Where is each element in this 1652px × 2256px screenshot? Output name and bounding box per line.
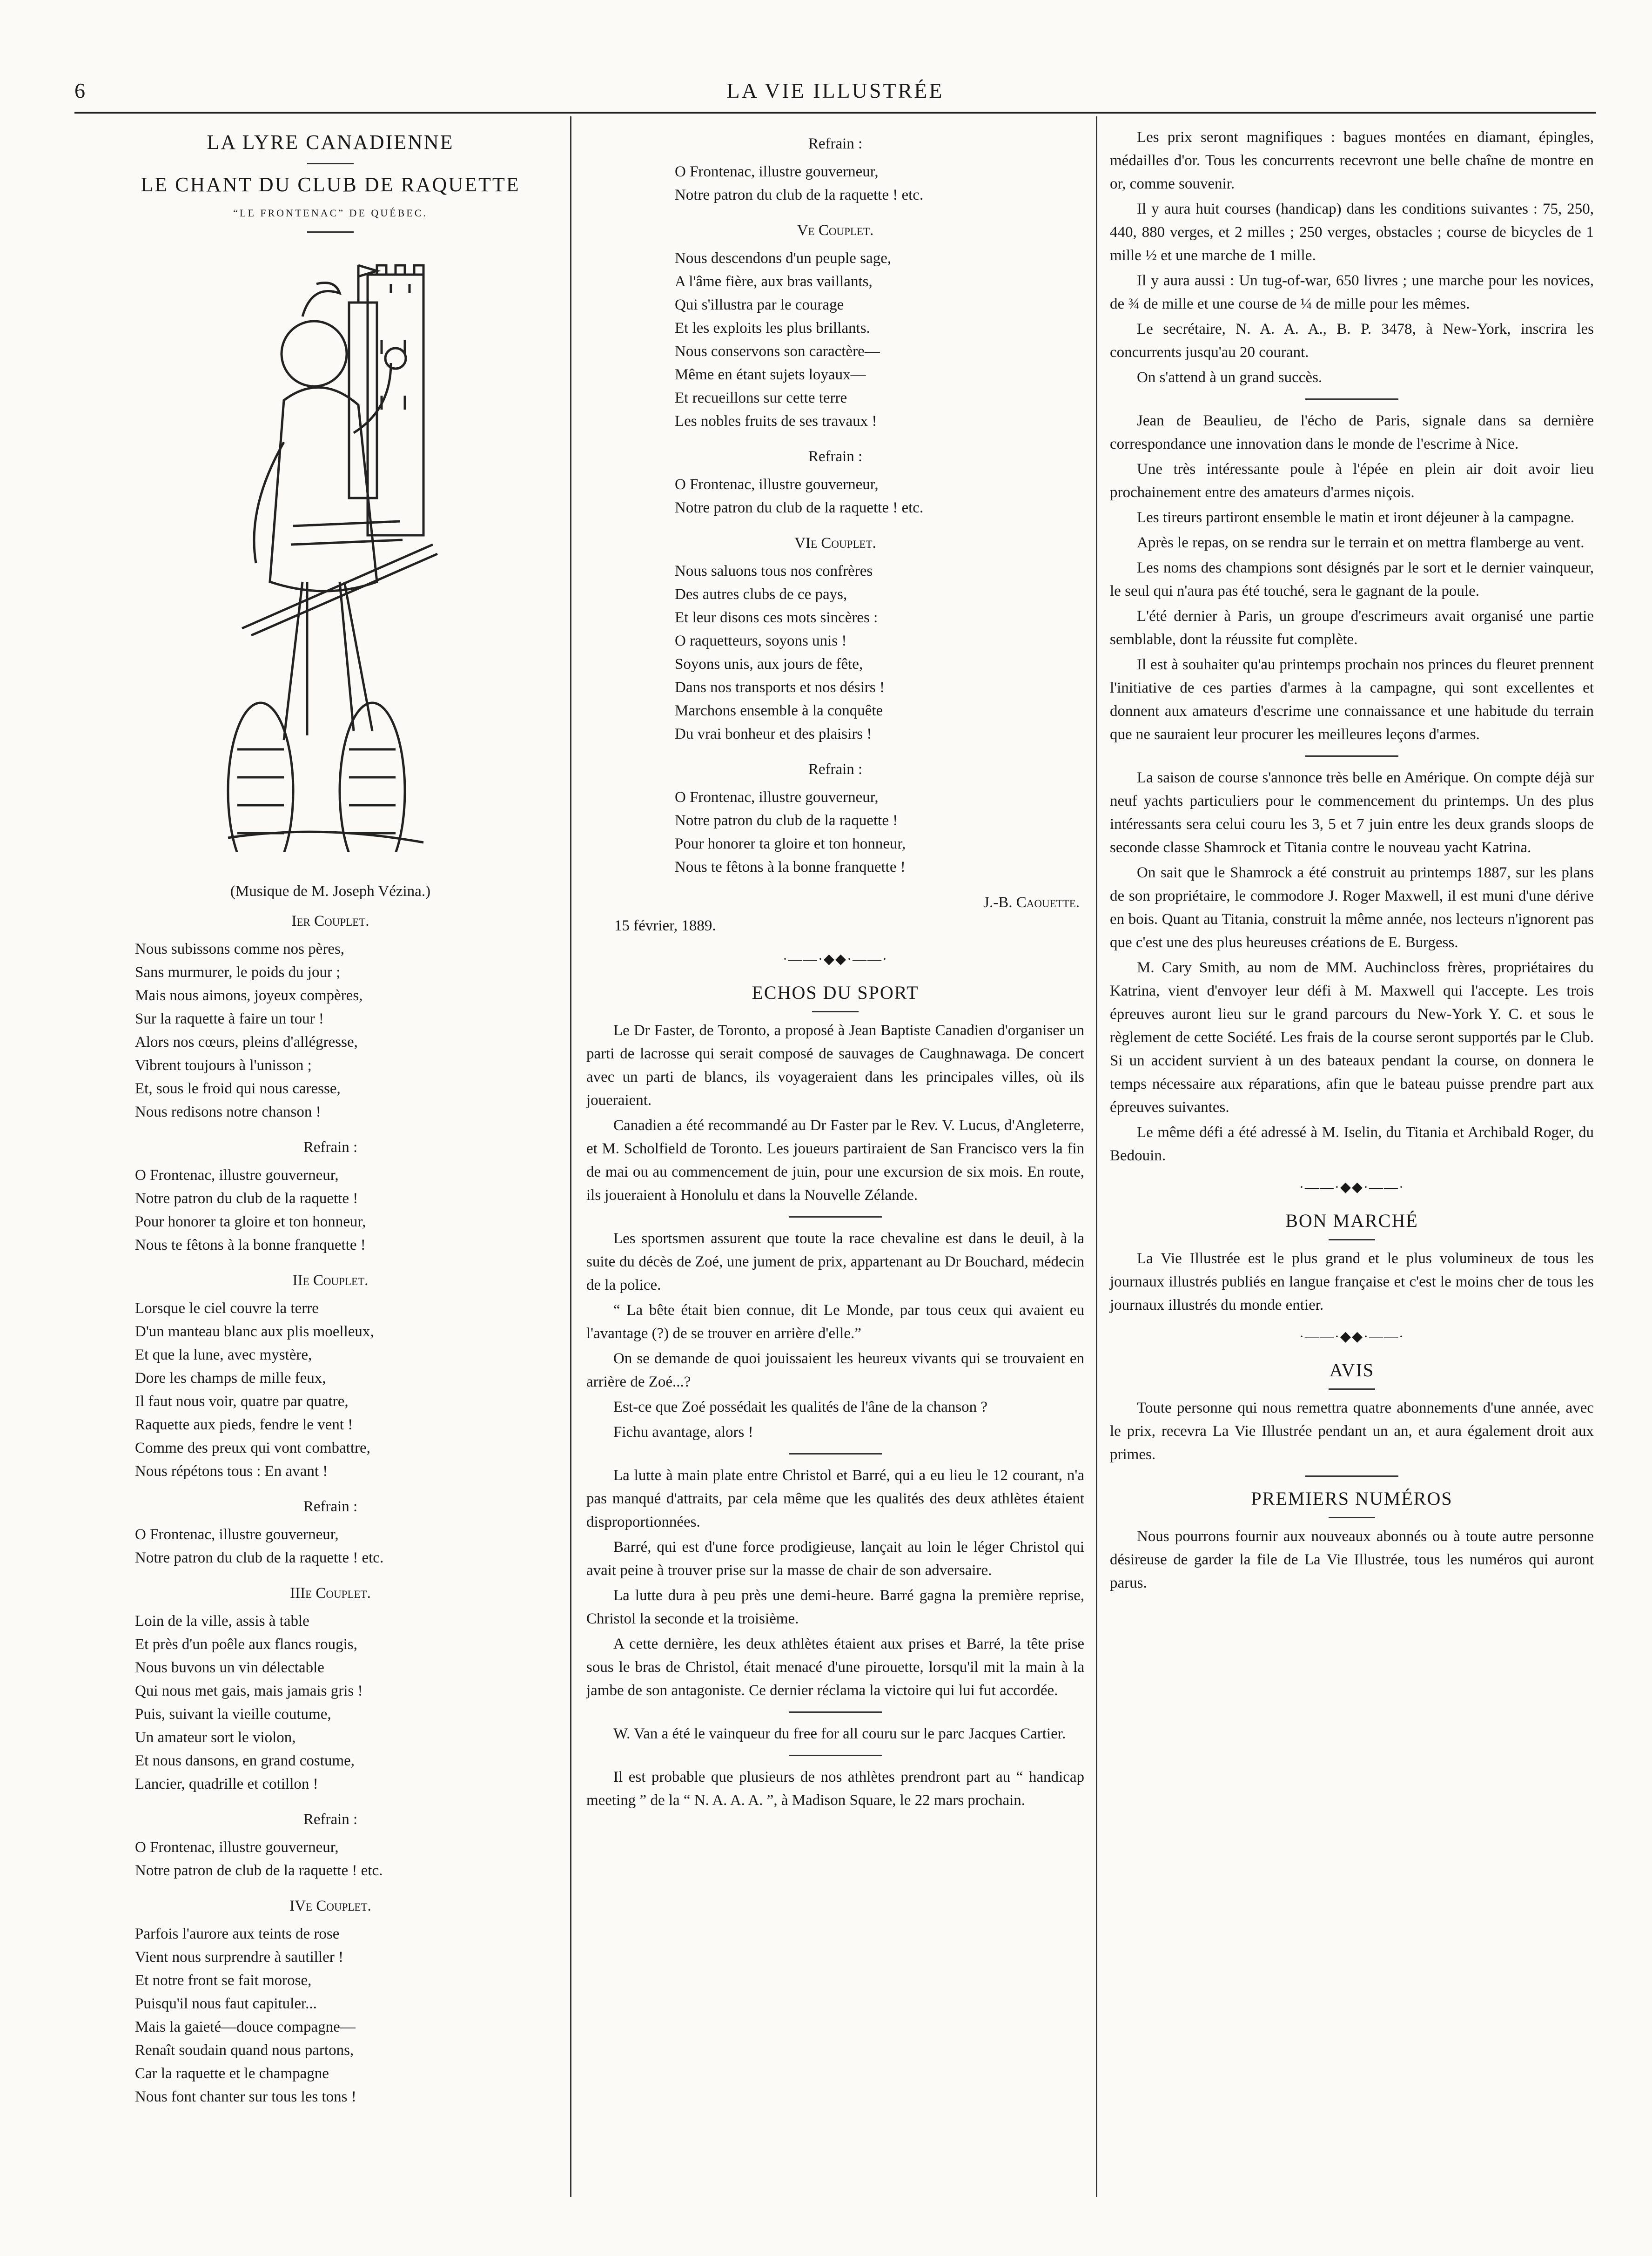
verse-line: Du vrai bonheur et des plaisirs ! (675, 726, 872, 742)
verse-line: Notre patron du club de la raquette ! etc. (675, 499, 924, 516)
bon-marche-rule (1329, 1239, 1375, 1240)
title-rule (307, 163, 354, 164)
page-number: 6 (74, 79, 85, 102)
refrain-1-label: Refrain : (303, 1139, 358, 1156)
verse-line: Nous conservons son caractère— (675, 343, 880, 360)
verse-line: Nous te fêtons à la bonne franquette ! (675, 859, 906, 875)
echos-title: ECHOS DU SPORT (752, 982, 919, 1003)
article-paragraph: Les prix seront magnifiques : bagues montées en diamant, épingles, médailles d'or. Tous les concurrents recevront une belle chaîne de montre en or, comme souvenir. (1110, 129, 1594, 192)
paragraph-rule (789, 1216, 882, 1218)
article-paragraph: Il est probable que plusieurs de nos athlètes prendront part au “ handicap meeting ” de la “ N. A. A. A. ”, à Madison Square, le 22 mars prochain. (586, 1769, 1084, 1809)
article-paragraph: Canadien a été recommandé au Dr Faster par le Rev. V. Lucus, d'Angleterre, et M. Scholfield de Toronto. Les joueurs partiraient de San Francisco vers la fin de mai ou au commencement de juin, pour une excursion de six mois. En route, ils joueraient à Honolulu et dans la Nouvelle Zélande. (586, 1117, 1084, 1204)
section-title-lyre: LA LYRE CANADIENNE (207, 131, 454, 154)
refrain-5-label: Refrain : (808, 448, 863, 465)
article-paragraph: L'été dernier à Paris, un groupe d'escrimeurs avait organisé une partie semblable, dont la réussite fut complète. (1110, 608, 1594, 648)
ornament-divider (1110, 1176, 1594, 1199)
article-paragraph: On sait que le Shamrock a été construit au printemps 1887, sur les plans de son propriétaire, le commodore J. Roger Maxwell, il est muni d'une dérive en bois. Quant au Titania, construit la même année, nos lecteurs n'ignorent pas que c'est une des plus heureuses créations de E. Burgess. (1110, 864, 1594, 951)
avis-title: AVIS (1329, 1360, 1375, 1381)
column-1 (107, 126, 554, 2121)
verse-line: Vient nous surprendre à sautiller ! (135, 1949, 343, 1966)
article-paragraph: Il y aura huit courses (handicap) dans les conditions suivantes : 75, 250, 440, 880 verges, et 2 milles ; 250 verges, obstacles ; course de bicycles de 1 mille ½ et une marche de 1 mille. (1110, 201, 1594, 264)
verse-line: A l'âme fière, aux bras vaillants, (675, 273, 873, 290)
article-paragraph: Les noms des champions sont désignés par le sort et le dernier vainqueur, le seul qui n'aura pas été touché, sera le gagnant de la poule. (1110, 559, 1594, 599)
refrain-4-lines (675, 160, 1084, 207)
verse-line: Nous redisons notre chanson ! (135, 1104, 321, 1120)
column-divider-1 (570, 116, 571, 2197)
column-3 (1110, 126, 1594, 1596)
verse-line: Notre patron de club de la raquette ! etc. (135, 1862, 383, 1879)
verse-line: Des autres clubs de ce pays, (675, 586, 847, 603)
bon-marche-text: La Vie Illustrée est le plus grand et le plus volumineux de tous les journaux illustrés publiés en langue française et c'est le moins cher de tous les journaux illustrés du monde entier. (1110, 1250, 1594, 1313)
verse-line: Notre patron du club de la raquette ! etc. (135, 1549, 384, 1566)
verse-line: O Frontenac, illustre gouverneur, (135, 1839, 339, 1856)
avis-text: Toute personne qui nous remettra quatre abonnements d'une année, avec le prix, recevra La Vie Illustrée pendant un an, et aura également droit aux primes. (1110, 1400, 1594, 1463)
verse-line: Un amateur sort le violon, (135, 1729, 296, 1746)
verse-line: Parfois l'aurore aux teints de rose (135, 1926, 340, 1942)
article-paragraph: W. Van a été le vainqueur du free for all couru sur le parc Jacques Cartier. (613, 1725, 1066, 1742)
verse-line: Nous répétons tous : En avant ! (135, 1463, 328, 1480)
verse-line: Puis, suivant la vieille coutume, (135, 1706, 331, 1723)
article-paragraph: Il est à souhaiter qu'au printemps prochain nos princes du fleuret prennent l'initiative de ces parties d'armes à la campagne, qui sont excellentes et donnent aux amateurs d'escrime une connaissance et une habitude du terrain que ne sauraient leur procurer les meilleures leçons d'armes. (1110, 656, 1594, 743)
refrain-1-lines (135, 1164, 554, 1257)
verse-line: Alors nos cœurs, pleins d'allégresse, (135, 1034, 358, 1051)
article-paragraph: Le secrétaire, N. A. A. A., B. P. 3478, à New-York, inscrira les concurrents jusqu'au 20 courant. (1110, 321, 1594, 361)
verse-line: Notre patron du club de la raquette ! (135, 1190, 358, 1207)
article-paragraph: Une très intéressante poule à l'épée en plein air doit avoir lieu prochainement entre des amateurs d'armes niçois. (1110, 461, 1594, 501)
verse-line: Qui s'illustra par le courage (675, 296, 844, 313)
paragraph-rule (1305, 398, 1398, 400)
verse-line: Les nobles fruits de ses travaux ! (675, 413, 877, 430)
verse-line: Qui nous met gais, mais jamais gris ! (135, 1683, 363, 1699)
verse-line: Comme des preux qui vont combattre, (135, 1440, 370, 1456)
article-paragraph: Est-ce que Zoé possédait les qualités de l'âne de la chanson ? (613, 1399, 988, 1415)
verse-line: Loin de la ville, assis à table (135, 1613, 309, 1630)
verse-line: Mais la gaieté—douce compagne— (135, 2019, 356, 2035)
verse-line: Et que la lune, avec mystère, (135, 1347, 312, 1363)
verse-line: Sans murmurer, le poids du jour ; (135, 964, 341, 981)
verse-line: Nous saluons tous nos confrères (675, 563, 873, 579)
ornament-divider (586, 948, 1084, 971)
couplet-1-lines (135, 937, 554, 1124)
article-paragraph: Les sportsmen assurent que toute la race chevaline est dans le deuil, à la suite du décès de Zoé, une jument de prix, appartenant au Dr Bouchard, médecin de la police. (586, 1230, 1084, 1293)
article-paragraph: On se demande de quoi jouissaient les heureux vivants qui se trouvaient en arrière de Zoé...? (586, 1350, 1084, 1390)
refrain-5-lines (675, 473, 1084, 519)
verse-line: Vibrent toujours à l'unisson ; (135, 1057, 312, 1074)
verse-line: Dore les champs de mille feux, (135, 1370, 326, 1387)
couplet-6-label: VIe Couplet. (794, 535, 876, 552)
article-paragraph: Le Dr Faster, de Toronto, a proposé à Jean Baptiste Canadien d'organiser un parti de lacrosse qui serait composé de sauvages de Caughnawaga. De concert avec un parti de blancs, ils voyageraient dans les principales villes, où ils joueraient. (586, 1022, 1084, 1109)
verse-line: Et recueillons sur cette terre (675, 390, 847, 406)
premiers-numeros-rule (1329, 1517, 1375, 1518)
couplet-4-lines (135, 1922, 554, 2108)
couplet-2-label: IIe Couplet. (292, 1272, 369, 1289)
article-paragraph: La lutte dura à peu près une demi-heure. Barré gagna la première reprise, Christol la seconde et la troisième. (586, 1587, 1084, 1627)
couplet-3-label: IIIe Couplet. (290, 1585, 371, 1602)
poem-date: 15 février, 1889. (614, 917, 716, 934)
article-paragraph: Jean de Beaulieu, de l'écho de Paris, signale dans sa dernière correspondance une innovation dans le monde de l'escrime à Nice. (1110, 412, 1594, 452)
article-paragraph: A cette dernière, les deux athlètes étaient aux prises et Barré, la tête prise sous le bras de Christol, était menacé d'une pirouette, lorsqu'il mit la main à la jambe de son antagoniste. Ce dernier réclama la victoire qui lui fut accordée. (586, 1636, 1084, 1699)
couplet-2-lines (135, 1297, 554, 1483)
article-paragraph: Après le repas, on se rendra sur le terrain et on mettra flamberge au vent. (1137, 534, 1585, 551)
premiers-numeros-text: Nous pourrons fournir aux nouveaux abonnés ou à toute autre personne désireuse de garder la file de La Vie Illustrée, tous les numéros qui auront parus. (1110, 1528, 1594, 1591)
bon-marche-title: BON MARCHÉ (1285, 1210, 1418, 1231)
music-credit: (Musique de M. Joseph Vézina.) (230, 883, 431, 900)
verse-line: Et près d'un poêle aux flancs rougis, (135, 1636, 357, 1653)
subtitle-rule (307, 231, 354, 233)
refrain-6-lines (675, 786, 1084, 879)
verse-line: O raquetteurs, soyons unis ! (675, 633, 847, 649)
ornament-divider (1110, 1325, 1594, 1348)
page-header (74, 78, 1596, 106)
article-paragraph: Le même défi a été adressé à M. Iselin, du Titania et Archibald Roger, du Bedouin. (1110, 1124, 1594, 1164)
verse-line: Pour honorer ta gloire et ton honneur, (135, 1213, 366, 1230)
paragraph-rule (789, 1453, 882, 1455)
verse-line: Soyons unis, aux jours de fête, (675, 656, 863, 673)
article-paragraph: Fichu avantage, alors ! (613, 1424, 753, 1441)
paragraph-rule (1305, 1475, 1398, 1477)
verse-line: Raquette aux pieds, fendre le vent ! (135, 1416, 353, 1433)
avis-rule (1329, 1388, 1375, 1390)
verse-line: Renaît soudain quand nous partons, (135, 2042, 354, 2059)
verse-line: O Frontenac, illustre gouverneur, (135, 1526, 339, 1543)
couplet-4-label: IVe Couplet. (289, 1898, 371, 1914)
article-paragraph: On s'attend à un grand succès. (1137, 369, 1323, 386)
verse-line: Dans nos transports et nos désirs ! (675, 679, 885, 696)
author-signature: J.-B. Caouette. (983, 894, 1080, 911)
verse-line: O Frontenac, illustre gouverneur, (675, 163, 879, 180)
refrain-2-label: Refrain : (303, 1498, 358, 1515)
couplet-5-lines (675, 247, 1084, 433)
verse-line: Mais nous aimons, joyeux compères, (135, 987, 363, 1004)
refrain-2-lines (135, 1523, 554, 1569)
verse-line: Nous subissons comme nos pères, (135, 941, 345, 957)
verse-line: Notre patron du club de la raquette ! etc. (675, 187, 924, 203)
song-subtitle: “LE FRONTENAC” DE QUÉBEC. (233, 207, 428, 219)
article-paragraph: Barré, qui est d'une force prodigieuse, lançait au loin le léger Christol qui avait peine à trouver prise sur la masse de chair de son adversaire. (586, 1539, 1084, 1579)
verse-line: Il faut nous voir, quatre par quatre, (135, 1393, 349, 1410)
paragraph-rule (789, 1755, 882, 1756)
refrain-4-label: Refrain : (808, 135, 863, 152)
article-paragraph: Les tireurs partiront ensemble le matin et iront déjeuner à la campagne. (1137, 509, 1575, 526)
couplet-5-label: Ve Couplet. (797, 222, 874, 239)
song-title: LE CHANT DU CLUB DE RAQUETTE (141, 173, 520, 196)
echos-rule (812, 1011, 859, 1012)
verse-line: O Frontenac, illustre gouverneur, (135, 1167, 339, 1184)
paragraph-rule (1305, 755, 1398, 757)
verse-line: Notre patron du club de la raquette ! (675, 812, 898, 829)
paragraph-rule (789, 1711, 882, 1713)
verse-line: Même en étant sujets loyaux— (675, 366, 866, 383)
refrain-3-lines (135, 1836, 554, 1882)
verse-line: Nous descendons d'un peuple sage, (675, 250, 892, 267)
verse-line: Et leur disons ces mots sincères : (675, 609, 878, 626)
couplet-1-label: Ier Couplet. (291, 913, 369, 929)
verse-line: Lorsque le ciel couvre la terre (135, 1300, 319, 1317)
article-paragraph: La lutte à main plate entre Christol et Barré, qui a eu lieu le 12 courant, n'a pas manqué d'attraits, par cela même que les qualités des deux athlètes étaient disproportionnées. (586, 1467, 1084, 1530)
verse-line: Nous buvons un vin délectable (135, 1659, 324, 1676)
verse-line: Lancier, quadrille et cotillon ! (135, 1776, 318, 1792)
verse-line: Et nous dansons, en grand costume, (135, 1752, 355, 1769)
verse-line: Et, sous le froid qui nous caresse, (135, 1080, 341, 1097)
refrain-6-label: Refrain : (808, 761, 863, 778)
refrain-3-label: Refrain : (303, 1811, 358, 1828)
verse-line: O Frontenac, illustre gouverneur, (675, 789, 879, 806)
verse-line: Pour honorer ta gloire et ton honneur, (675, 835, 906, 852)
verse-line: Puisqu'il nous faut capituler... (135, 1995, 317, 2012)
verse-line: Sur la raquette à faire un tour ! (135, 1010, 324, 1027)
verse-line: Et notre front se fait morose, (135, 1972, 312, 1989)
verse-line: Car la raquette et le champagne (135, 2065, 329, 2082)
couplet-3-lines (135, 1610, 554, 1796)
snowshoer-illustration (191, 247, 470, 852)
masthead-title: LA VIE ILLUSTRÉE (726, 79, 944, 102)
couplet-6-lines (675, 559, 1084, 746)
column-2 (586, 126, 1084, 1814)
verse-line: O Frontenac, illustre gouverneur, (675, 476, 879, 493)
column-divider-2 (1096, 116, 1097, 2197)
header-rule (74, 112, 1596, 114)
article-paragraph: La saison de course s'annonce très belle en Amérique. On compte déjà sur neuf yachts particuliers pour le commencement du printemps. Un des plus intéressants sera celui couru les 3, 5 et 7 juin entre les deux grands sloops de seconde classe Shamrock et Titania contre le nouveau yacht Katrina. (1110, 769, 1594, 856)
verse-line: Nous te fêtons à la bonne franquette ! (135, 1237, 366, 1253)
article-paragraph: M. Cary Smith, au nom de MM. Auchincloss frères, propriétaires du Katrina, vient d'envoyer leur défi à M. Maxwell qui l'accepte. Les trois épreuves auront lieu sur le grand parcours du New-York Y. C. et sous le règlement de cette Société. Les frais de la course seront supportés par le Club. Si un accident survient à un des bateaux pendant la course, on donnera le temps nécessaire aux réparations, afin que le bateau puisse prendre part aux épreuves suivantes. (1110, 959, 1594, 1116)
verse-line: Marchons ensemble à la conquête (675, 702, 883, 719)
verse-line: D'un manteau blanc aux plis moelleux, (135, 1323, 374, 1340)
premiers-numeros-title: PREMIERS NUMÉROS (1251, 1488, 1453, 1509)
verse-line: Nous font chanter sur tous les tons ! (135, 2088, 356, 2105)
article-paragraph: Il y aura aussi : Un tug-of-war, 650 livres ; une marche pour les novices, de ¾ de mille et une course de ¼ de mille pour les mêmes. (1110, 272, 1594, 312)
article-paragraph: “ La bête était bien connue, dit Le Monde, par tous ceux qui avaient eu l'avantage (?) de se trouver en arrière d'elle.” (586, 1302, 1084, 1342)
verse-line: Et les exploits les plus brillants. (675, 320, 870, 337)
